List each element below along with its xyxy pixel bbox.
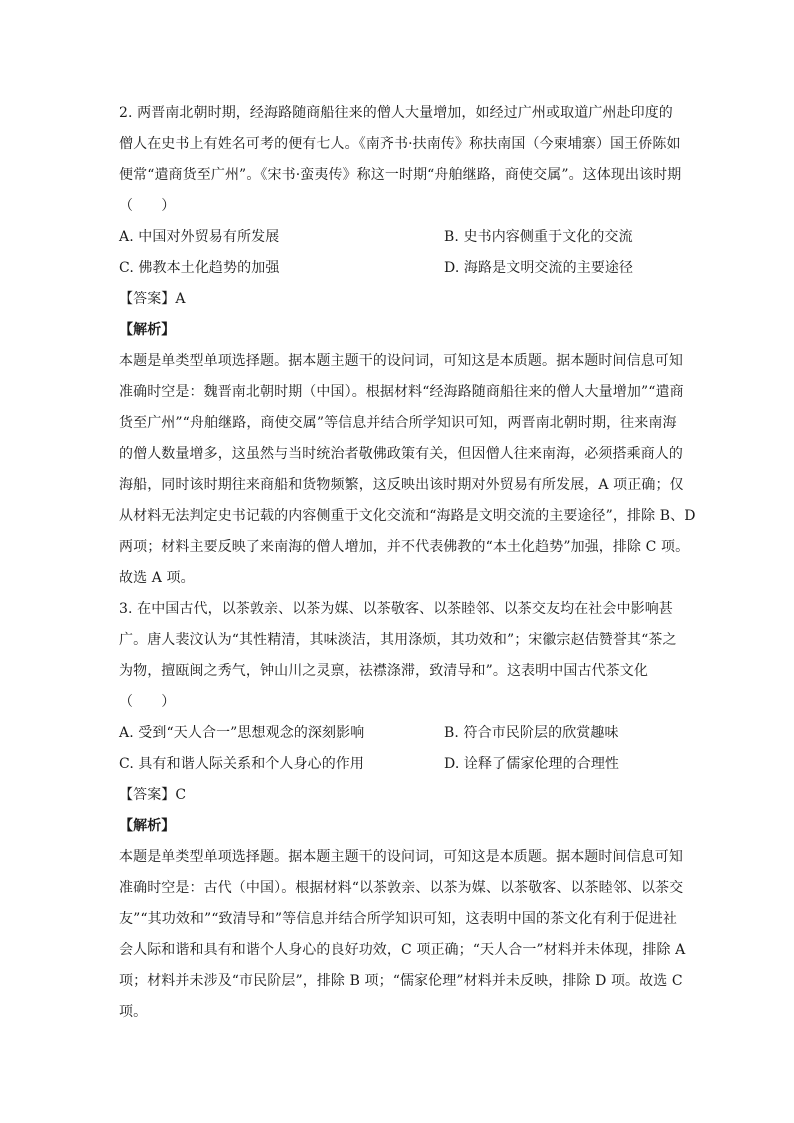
options-row — [119, 718, 679, 749]
option-c: C. 具有和谐人际关系和个人身心的作用 — [119, 756, 365, 772]
answer-label: 【答案】A — [119, 291, 186, 307]
analysis-line: 本题是单类型单项选择题。据本题主题干的设问词，可知这是本质题。据本题时间信息可知 — [119, 353, 683, 369]
question-2 — [119, 98, 696, 594]
question-stem-line: 广。唐人裴汶认为“其性精清，其味淡洁，其用涤烦，其功效和”；宋徽宗赵佶赞誉其“茶之 — [119, 632, 677, 648]
document-body — [119, 98, 696, 1028]
analysis-line: 项。 — [119, 1004, 148, 1020]
answer-blank: （ ） — [119, 198, 176, 214]
option-a: A. 中国对外贸易有所发展 — [119, 229, 280, 245]
analysis-line: 的僧人数量增多，这虽然与当时统治者敬佛政策有关，但因僧人往来南海，必须搭乘商人的 — [119, 446, 683, 462]
answer-blank: （ ） — [119, 694, 176, 710]
question-stem-line: 2. 两晋南北朝时期，经海路随商船往来的僧人大量增加，如经过广州或取道广州赴印度的 — [119, 105, 673, 121]
answer-label: 【答案】C — [119, 787, 187, 803]
question-3 — [119, 594, 686, 1028]
options-row — [119, 222, 679, 253]
analysis-line: 项；材料并未涉及“市民阶层”，排除 B 项；“儒家伦理”材料并未反映，排除 D 项。故选 C — [119, 973, 683, 989]
analysis-line: 从材料无法判定史书记载的内容侧重于文化交流和“海路是文明交流的主要途径”，排除 B、D — [119, 508, 696, 524]
analysis-line: 会人际和谐和具有和谐个人身心的良好功效，C 项正确；“天人合一”材料并未体现，排除 A — [119, 942, 686, 958]
analysis-line: 准确时空是：古代（中国）。根据材料“以茶敦亲、以茶为媒、以茶敬客、以茶睦邻、以茶交 — [119, 880, 684, 896]
analysis-line: 故选 A 项。 — [119, 570, 195, 586]
question-stem-line: 3. 在中国古代，以茶敦亲、以茶为媒、以茶敬客、以茶睦邻、以茶交友均在社会中影响甚 — [119, 601, 673, 617]
analysis-line: 两项；材料主要反映了来南海的僧人增加，并不代表佛教的“本土化趋势”加强，排除 C 项。 — [119, 539, 690, 555]
options-row — [119, 253, 679, 284]
option-d: D. 海路是文明交流的主要途径 — [444, 260, 634, 276]
analysis-heading: 【解析】 — [119, 818, 176, 834]
analysis-line: 准确时空是：魏晋南北朝时期（中国）。根据材料“经海路随商船往来的僧人大量增加”“遣商 — [119, 384, 684, 400]
options-row — [119, 749, 679, 780]
question-stem-line: 为物，擅瓯闽之秀气，钟山川之灵禀，祛襟涤滞，致清导和”。这表明中国古代茶文化 — [119, 663, 648, 679]
option-b: B. 符合市民阶层的欣赏趣味 — [444, 725, 619, 741]
analysis-line: 友”“其功效和”“致清导和”等信息并结合所学知识可知，这表明中国的茶文化有利于促进社 — [119, 911, 677, 927]
analysis-heading: 【解析】 — [119, 322, 176, 338]
option-b: B. 史书内容侧重于文化的交流 — [444, 229, 633, 245]
option-d: D. 诠释了儒家伦理的合理性 — [444, 756, 620, 772]
option-a: A. 受到“天人合一”思想观念的深刻影响 — [119, 725, 365, 741]
question-stem-line: 便常“遣商货至广州”。《宋书·蛮夷传》称这一时期“舟舶继路，商使交属”。这体现出该时期 — [119, 167, 682, 183]
question-stem-line: 僧人在史书上有姓名可考的便有七人。《南齐书·扶南传》称扶南国（今柬埔寨）国王侨陈如 — [119, 136, 681, 152]
analysis-line: 本题是单类型单项选择题。据本题主题干的设问词，可知这是本质题。据本题时间信息可知 — [119, 849, 683, 865]
option-c: C. 佛教本土化趋势的加强 — [119, 260, 280, 276]
analysis-line: 海船，同时该时期往来商船和货物频繁，这反映出该时期对外贸易有所发展，A 项正确；仅 — [119, 477, 684, 493]
analysis-line: 货至广州”“舟舶继路，商使交属”等信息并结合所学知识可知，两晋南北朝时期，往来南海 — [119, 415, 677, 431]
